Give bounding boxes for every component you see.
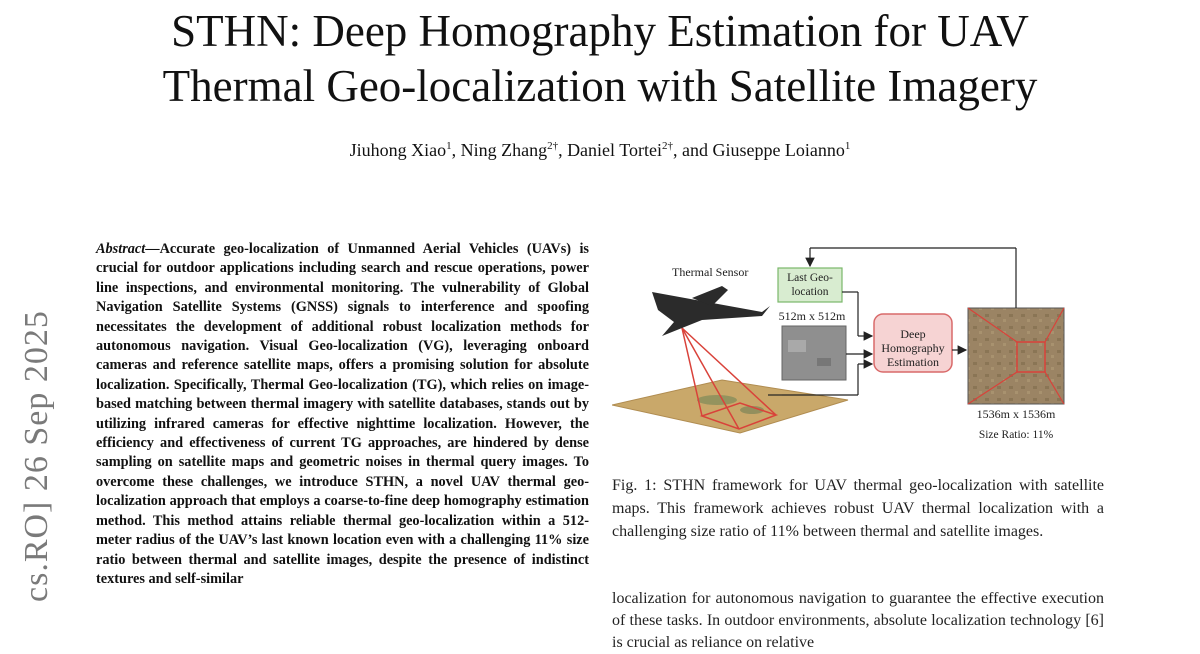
paper-title bbox=[0, 4, 1200, 114]
author-name: Ning Zhang bbox=[460, 140, 548, 160]
body-paragraph: localization for autonomous navigation to guarantee the effective execution of these tasks. In outdoor environments, absolute localization technology [6] is crucial as reliance on relative bbox=[612, 590, 1104, 651]
author-separator: , bbox=[558, 140, 568, 160]
author-affiliation: 2† bbox=[547, 140, 559, 152]
abstract-text: —Accurate geo-localization of Unmanned Aerial Vehicles (UAVs) is crucial for outdoor applications including search and rescue operations, power line inspections, and environmental monitoring. The vulnerability of Global Navigation Satellite Systems (GNSS) signals to interference and spoofing necessitates the development of additional robust localization methods for autonomous navigation. Visual Geo-localization (VG), leveraging onboard cameras and reference satellite maps, offers a promising solution for absolute localization. Specifically, Thermal Geo-localization (TG), which relies on image-based matching between thermal imagery with satellite databases, stands out by utilizing infrared cameras for effective nighttime localization. However, the efficiency and effectiveness of current TG approaches, are hindered by dense sampling on satellite maps and geometric noises in thermal query images. To overcome these challenges, we introduce STHN, a novel UAV thermal geo-localization approach that employs a coarse-to-fine deep homography estimation method. This method attains reliable thermal geo-localization within a 512-meter radius of the UAV’s last known location even with a challenging 11% size ratio between thermal and satellite images, despite the presence of indistinct textures and self-similar bbox=[96, 241, 589, 587]
small-map-size: 512m x 512m bbox=[778, 309, 846, 323]
author-name: Jiuhong Xiao bbox=[349, 140, 447, 160]
author-affiliation: 2† bbox=[661, 140, 673, 152]
size-ratio-label: Size Ratio: 11% bbox=[978, 429, 1054, 441]
uav-icon bbox=[652, 286, 770, 336]
thermal-sensor-label: Thermal Sensor bbox=[672, 265, 749, 279]
last-geo-label-2: location bbox=[791, 286, 829, 298]
author-separator: , and bbox=[672, 140, 713, 160]
abstract-label: Abstract bbox=[96, 241, 146, 257]
author-list bbox=[0, 140, 1200, 161]
figure-1 bbox=[612, 240, 1112, 450]
large-satellite-map bbox=[968, 308, 1064, 404]
title-line-1: STHN: Deep Homography Estimation for UAV bbox=[171, 6, 1029, 56]
deep-label-1: Deep bbox=[900, 327, 926, 341]
deep-label-2: Homography bbox=[881, 341, 945, 355]
author-name: Daniel Tortei bbox=[567, 140, 662, 160]
deep-label-3: Estimation bbox=[887, 355, 939, 369]
abstract bbox=[96, 240, 589, 589]
title-line-2: Thermal Geo-localization with Satellite Imagery bbox=[162, 61, 1038, 111]
author-name: Giuseppe Loianno bbox=[712, 140, 845, 160]
figure-caption: Fig. 1: STHN framework for UAV thermal geo-localization with satellite maps. This framework achieves robust UAV thermal localization with a challenging size ratio of 11% between thermal and satellite images. bbox=[612, 477, 1104, 540]
last-geo-label-1: Last Geo- bbox=[787, 272, 833, 284]
large-map-size: 1536m x 1536m bbox=[976, 407, 1056, 421]
author-affiliation: 1 bbox=[446, 140, 452, 152]
author-separator: , bbox=[451, 140, 461, 160]
arxiv-stamp: cs.RO] 26 Sep 2025 bbox=[18, 310, 55, 602]
author-affiliation: 1 bbox=[844, 140, 851, 152]
thermal-crop-image bbox=[782, 326, 846, 380]
